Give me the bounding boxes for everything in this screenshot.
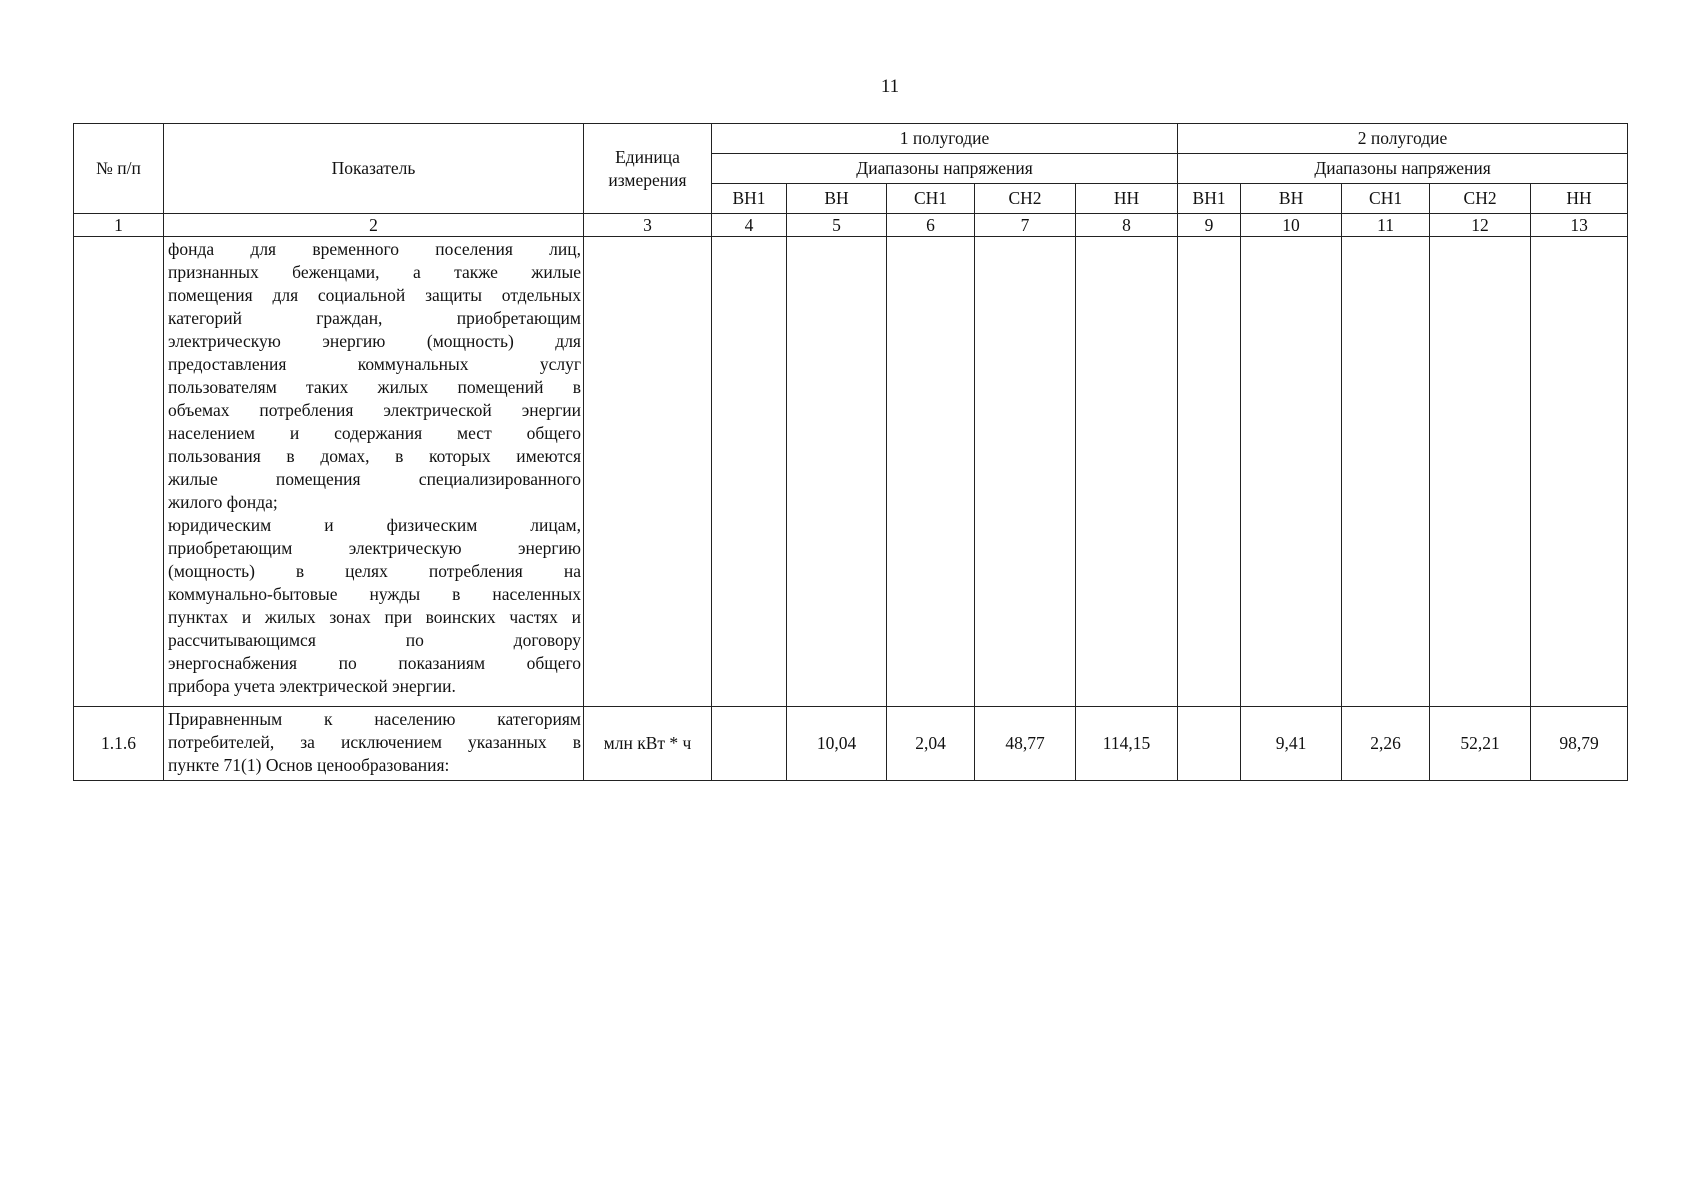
- row-value: [1178, 237, 1241, 707]
- indicator-text-line: электрическую энергию (мощность) для: [168, 331, 581, 351]
- row-value: [1342, 237, 1430, 707]
- header-col-num: № п/п: [74, 124, 164, 214]
- column-number: 6: [887, 214, 975, 237]
- page-number: 11: [880, 76, 900, 97]
- row-value: [712, 707, 787, 781]
- row-value: 9,41: [1241, 707, 1342, 781]
- row-unit: [584, 237, 712, 707]
- column-number: 9: [1178, 214, 1241, 237]
- header-col-indicator: Показатель: [164, 124, 584, 214]
- header-voltage-ranges-1: Диапазоны напряжения: [712, 154, 1178, 184]
- indicator-text-line: прибора учета электрической энергии.: [168, 676, 456, 696]
- indicator-text-line: жилые помещения специализированного: [168, 469, 581, 489]
- indicator-text-line: помещения для социальной защиты отдельных: [168, 285, 581, 305]
- row-value: [1241, 237, 1342, 707]
- column-number: 1: [74, 214, 164, 237]
- column-number: 10: [1241, 214, 1342, 237]
- column-number: 8: [1076, 214, 1178, 237]
- column-number: 12: [1430, 214, 1531, 237]
- header-col-unit: Единица измерения: [584, 124, 712, 214]
- indicator-text-line: рассчитывающимся по договору: [168, 630, 581, 650]
- row-value: 2,04: [887, 707, 975, 781]
- indicator-text-line: признанных беженцами, а также жилые: [168, 262, 581, 282]
- row-value: [1430, 237, 1531, 707]
- row-value: [1178, 707, 1241, 781]
- row-indicator: [164, 707, 584, 781]
- column-number: 7: [975, 214, 1076, 237]
- indicator-text-line: предоставления коммунальных услуг: [168, 354, 581, 374]
- indicator-text-line: пункте 71(1) Основ ценообразования:: [168, 755, 450, 775]
- column-number: 3: [584, 214, 712, 237]
- indicator-text-line: Приравненным к населению категориям: [168, 709, 581, 729]
- header-level: ВН1: [712, 184, 787, 214]
- column-number: 2: [164, 214, 584, 237]
- row-unit: млн кВт * ч: [584, 707, 712, 781]
- header-level: СН2: [975, 184, 1076, 214]
- header-level: НН: [1076, 184, 1178, 214]
- row-value: [1531, 237, 1628, 707]
- row-value: [887, 237, 975, 707]
- row-value: 114,15: [1076, 707, 1178, 781]
- header-level: СН1: [887, 184, 975, 214]
- header-voltage-ranges-2: Диапазоны напряжения: [1178, 154, 1628, 184]
- header-row-halves: [74, 124, 1628, 154]
- row-num: 1.1.6: [74, 707, 164, 781]
- indicator-text-line: населением и содержания мест общего: [168, 423, 581, 443]
- indicator-text-line: пунктах и жилых зонах при воинских частях и: [168, 607, 581, 627]
- row-value: 10,04: [787, 707, 887, 781]
- indicator-text-line: жилого фонда;: [168, 492, 278, 512]
- row-value: 48,77: [975, 707, 1076, 781]
- header-level: ВН: [1241, 184, 1342, 214]
- row-value: 52,21: [1430, 707, 1531, 781]
- column-number: 11: [1342, 214, 1430, 237]
- indicator-text-line: энергоснабжения по показаниям общего: [168, 653, 581, 673]
- column-number: 13: [1531, 214, 1628, 237]
- row-value: [975, 237, 1076, 707]
- indicator-text-line: коммунально-бытовые нужды в населенных: [168, 584, 581, 604]
- indicator-text-line: категорий граждан, приобретающим: [168, 308, 581, 328]
- header-level: ВН: [787, 184, 887, 214]
- column-number: 4: [712, 214, 787, 237]
- header-level: ВН1: [1178, 184, 1241, 214]
- row-num: [74, 237, 164, 707]
- row-value: [787, 237, 887, 707]
- header-half-1: 1 полугодие: [712, 124, 1178, 154]
- indicator-text-line: приобретающим электрическую энергию: [168, 538, 581, 558]
- row-value: 98,79: [1531, 707, 1628, 781]
- row-value: [712, 237, 787, 707]
- column-number: 5: [787, 214, 887, 237]
- column-numbers-row: [74, 214, 1628, 237]
- row-value: [1076, 237, 1178, 707]
- tariff-table: [73, 123, 1628, 781]
- indicator-text-line: пользования в домах, в которых имеются: [168, 446, 581, 466]
- indicator-text-line: потребителей, за исключением указанных в: [168, 732, 581, 752]
- indicator-text-line: пользователям таких жилых помещений в: [168, 377, 581, 397]
- header-level: СН1: [1342, 184, 1430, 214]
- table-row: [74, 237, 1628, 707]
- indicator-text-line: (мощность) в целях потребления на: [168, 561, 581, 581]
- indicator-text-line: объемах потребления электрической энергии: [168, 400, 581, 420]
- row-indicator: [164, 237, 584, 707]
- table-row: [74, 707, 1628, 781]
- indicator-text-line: юридическим и физическим лицам,: [168, 515, 581, 535]
- header-level: СН2: [1430, 184, 1531, 214]
- header-half-2: 2 полугодие: [1178, 124, 1628, 154]
- row-value: 2,26: [1342, 707, 1430, 781]
- indicator-text-line: фонда для временного поселения лиц,: [168, 239, 581, 259]
- header-level: НН: [1531, 184, 1628, 214]
